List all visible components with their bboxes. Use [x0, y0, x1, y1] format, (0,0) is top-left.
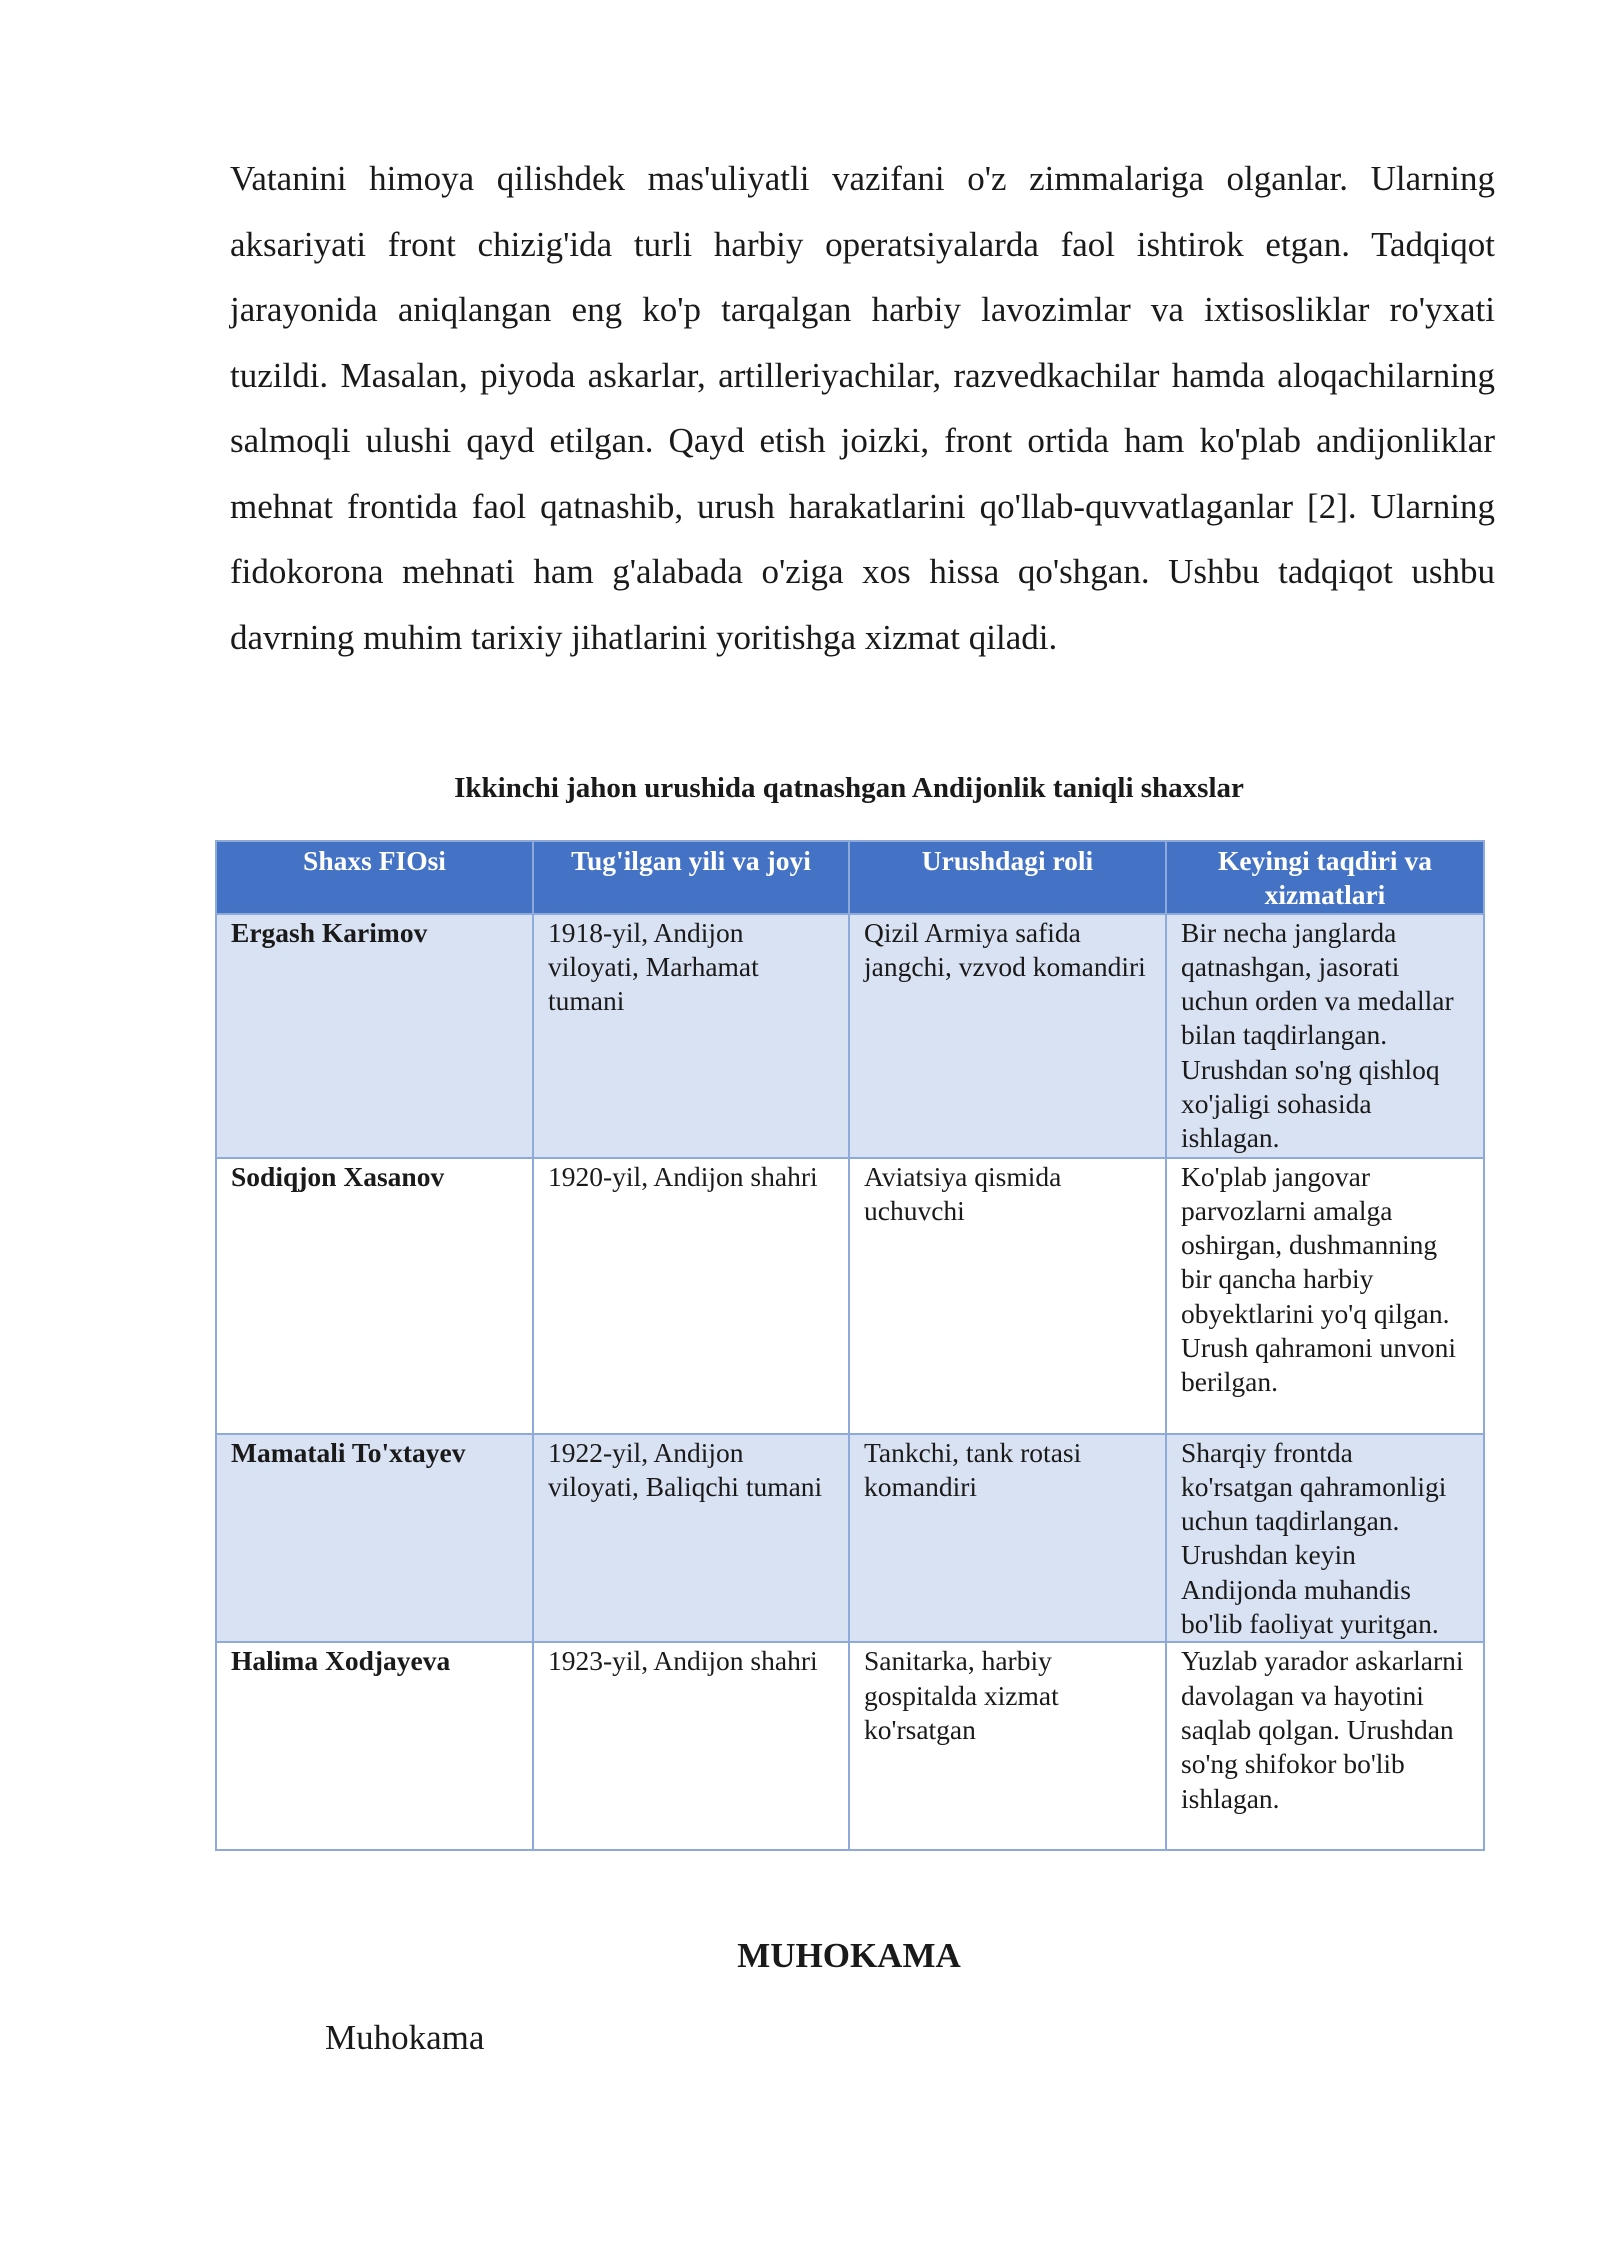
- cell-role: Tankchi, tank rotasi komandiri: [849, 1434, 1166, 1643]
- header-cell-role: Urushdagi roli: [849, 841, 1166, 914]
- body-paragraph: Vatanini himoya qilishdek mas'uliyatli vazifani o'z zimmalariga olganlar. Ularning aksariyati front chizig'ida turli harbiy operatsiyalarda faol ishtirok etgan. Tadqiqot jarayonida aniqlangan eng ko'p tarqalgan harbiy lavozimlar va ixtisosliklar ro'yxati tuzildi. Masalan, piyoda askarlar, artilleriyachilar, razvedkachilar hamda aloqachilarning salmoqli ulushi qayd etilgan. Qayd etish joizki, front ortida ham ko'plab andijonliklar mehnat frontida faol qatnashib, urush harakatlarini qo'llab-quvvatlaganlar [2]. Ularning fidokorona mehnati ham g'alabada o'ziga xos hissa qo'shgan. Ushbu tadqiqot ushbu davrning muhim tarixiy jihatlarini yoritishga xizmat qiladi.: [230, 159, 1495, 657]
- section-heading: MUHOKAMA: [737, 1936, 961, 1975]
- table-row: [216, 1434, 1484, 1643]
- cell-name: Mamatali To'xtayev: [216, 1434, 533, 1643]
- header-cell-birth: Tug'ilgan yili va joyi: [533, 841, 849, 914]
- cell-role: Sanitarka, harbiy gospitalda xizmat ko'rsatgan: [849, 1642, 1166, 1850]
- table-caption: Ikkinchi jahon urushida qatnashgan Andijonlik taniqli shaxslar: [454, 772, 1244, 804]
- cell-name: Ergash Karimov: [216, 914, 533, 1158]
- cell-role: Aviatsiya qismida uchuvchi: [849, 1158, 1166, 1434]
- cell-name: Sodiqjon Xasanov: [216, 1158, 533, 1434]
- notable-persons-table: [215, 840, 1485, 1851]
- cell-role: Qizil Armiya safida jangchi, vzvod komandiri: [849, 914, 1166, 1158]
- section-text: Muhokama: [325, 2018, 485, 2057]
- cell-fate: Ko'plab jangovar parvozlarni amalga oshirgan, dushmanning bir qancha harbiy obyektlarini yo'q qilgan. Urush qahramoni unvoni berilgan.: [1166, 1158, 1484, 1434]
- table-row: [216, 1158, 1484, 1434]
- table-header-row: [216, 841, 1484, 914]
- cell-fate: Yuzlab yarador askarlarni davolagan va hayotini saqlab qolgan. Urushdan so'ng shifokor bo'lib ishlagan.: [1166, 1642, 1484, 1850]
- table-row: [216, 1642, 1484, 1850]
- cell-birth: 1920-yil, Andijon shahri: [533, 1158, 849, 1434]
- cell-fate: Bir necha janglarda qatnashgan, jasorati uchun orden va medallar bilan taqdirlangan. Urushdan so'ng qishloq xo'jaligi sohasida ishlagan.: [1166, 914, 1484, 1158]
- cell-birth: 1923-yil, Andijon shahri: [533, 1642, 849, 1850]
- header-cell-fate: Keyingi taqdiri va xizmatlari: [1166, 841, 1484, 914]
- table-row: [216, 914, 1484, 1158]
- cell-name: Halima Xodjayeva: [216, 1642, 533, 1850]
- cell-fate: Sharqiy frontda ko'rsatgan qahramonligi uchun taqdirlangan. Urushdan keyin Andijonda muhandis bo'lib faoliyat yuritgan.: [1166, 1434, 1484, 1643]
- cell-birth: 1922-yil, Andijon viloyati, Baliqchi tumani: [533, 1434, 849, 1643]
- cell-birth: 1918-yil, Andijon viloyati, Marhamat tumani: [533, 914, 849, 1158]
- header-cell-name: Shaxs FIOsi: [216, 841, 533, 914]
